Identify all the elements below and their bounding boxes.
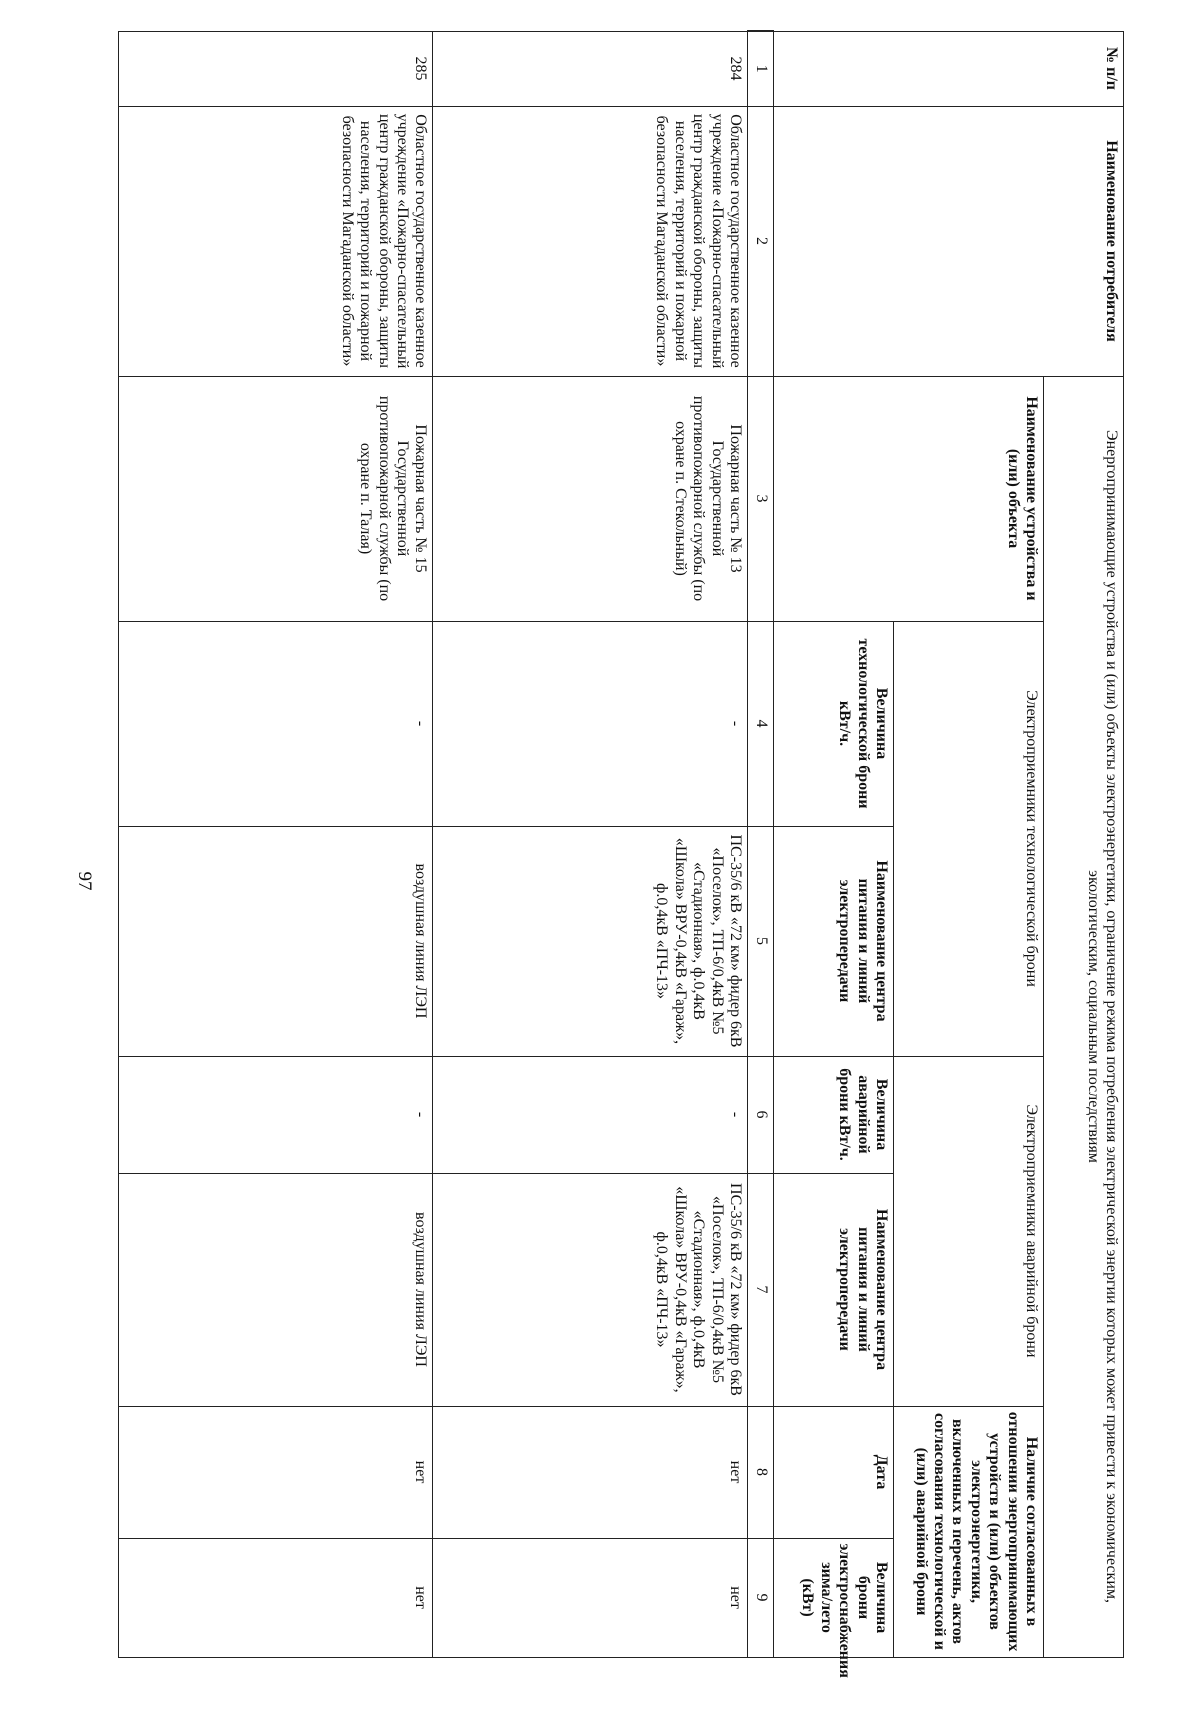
acts-date: нет bbox=[433, 1406, 748, 1538]
device-name: Пожарная часть № 13 Государственной противопожарной службы (по охране п. Стекольный) bbox=[433, 376, 748, 621]
row-number: 285 bbox=[119, 31, 434, 106]
emerg-center: ПС-35/6 кВ «72 км» фидер 6кВ «Поселок», ТП-6/0,4кВ №5 «Стадионная», ф.0,4кВ «Школа» ВРУ-0,4кВ «Гараж», ф.0,4кВ «ПЧ-13» bbox=[433, 1173, 748, 1406]
acts-value: нет bbox=[433, 1538, 748, 1657]
header-emerg-value: Величина аварийной брони кВт/ч. bbox=[774, 1056, 894, 1173]
column-number: 6 bbox=[748, 1056, 774, 1173]
consumer-name: Областное государственное казенное учреждение «Пожарно-спасательный центр гражданской обороны, защиты населения, территорий и пожарной безопасности Магаданской области» bbox=[433, 106, 748, 376]
tech-value: - bbox=[433, 621, 748, 826]
header-device-name: Наименование устройства и (или) объекта bbox=[774, 376, 1044, 621]
header-consumer: Наименование потребителя bbox=[774, 106, 1124, 376]
header-no: № п/п bbox=[774, 31, 1124, 106]
header-emerg-center: Наименование центра питания и линий электропередачи bbox=[774, 1173, 894, 1406]
column-number: 2 bbox=[748, 106, 774, 376]
table-row bbox=[119, 31, 434, 1657]
header-group-title: Энергопринимающие устройства и (или) объекты электроэнергетики, ограничение режима потребления электрической энергии которых может привести к экономическим, экологическим, социальным последствиям bbox=[1044, 376, 1124, 1657]
table-row bbox=[433, 31, 748, 1657]
device-name: Пожарная часть № 15 Государственной противопожарной службы (по охране п. Талая) bbox=[119, 376, 434, 621]
column-number: 1 bbox=[748, 31, 774, 106]
header-emerg-group: Электроприемники аварийной брони bbox=[894, 1056, 1044, 1406]
emerg-center: воздушная линия ЛЭП bbox=[119, 1173, 434, 1406]
tech-value: - bbox=[119, 621, 434, 826]
header-tech-center: Наименование центра питания и линий электропередачи bbox=[774, 826, 894, 1056]
page-number: 97 bbox=[74, 871, 95, 891]
header-tech-group: Электроприемники технологической брони bbox=[894, 621, 1044, 1056]
column-number: 8 bbox=[748, 1406, 774, 1538]
rotated-table-container bbox=[118, 30, 1124, 1678]
column-number: 9 bbox=[748, 1538, 774, 1657]
column-number: 7 bbox=[748, 1173, 774, 1406]
acts-value: нет bbox=[119, 1538, 434, 1657]
row-number: 284 bbox=[433, 31, 748, 106]
emerg-value: - bbox=[119, 1056, 434, 1173]
acts-date: нет bbox=[119, 1406, 434, 1538]
header-acts-date: Дата bbox=[774, 1406, 894, 1538]
column-number: 3 bbox=[748, 376, 774, 621]
header-acts-group: Наличие согласованных в отношении энергопринимающих устройств и (или) объектов электроэнергетики, включенных в перечень, актов согласования технологической и (или) аварийной брони bbox=[894, 1406, 1044, 1657]
column-number: 4 bbox=[748, 621, 774, 826]
header-tech-value: Величина технологической брони кВт/ч. bbox=[774, 621, 894, 826]
consumer-name: Областное государственное казенное учреждение «Пожарно-спасательный центр гражданской обороны, защиты населения, территорий и пожарной безопасности Магаданской области» bbox=[119, 106, 434, 376]
emerg-value: - bbox=[433, 1056, 748, 1173]
header-acts-value: Величина брони электроснабжения зима/лето (кВт) bbox=[774, 1538, 894, 1657]
column-numbers-row bbox=[748, 31, 774, 1657]
tech-center: ПС-35/6 кВ «72 км» фидер 6кВ «Поселок», ТП-6/0,4кВ №5 «Стадионная», ф.0,4кВ «Школа» ВРУ-0,4кВ «Гараж», ф.0,4кВ «ПЧ-13» bbox=[433, 826, 748, 1056]
column-number: 5 bbox=[748, 826, 774, 1056]
consumers-table bbox=[118, 30, 1124, 1678]
tech-center: воздушная линия ЛЭП bbox=[119, 826, 434, 1056]
